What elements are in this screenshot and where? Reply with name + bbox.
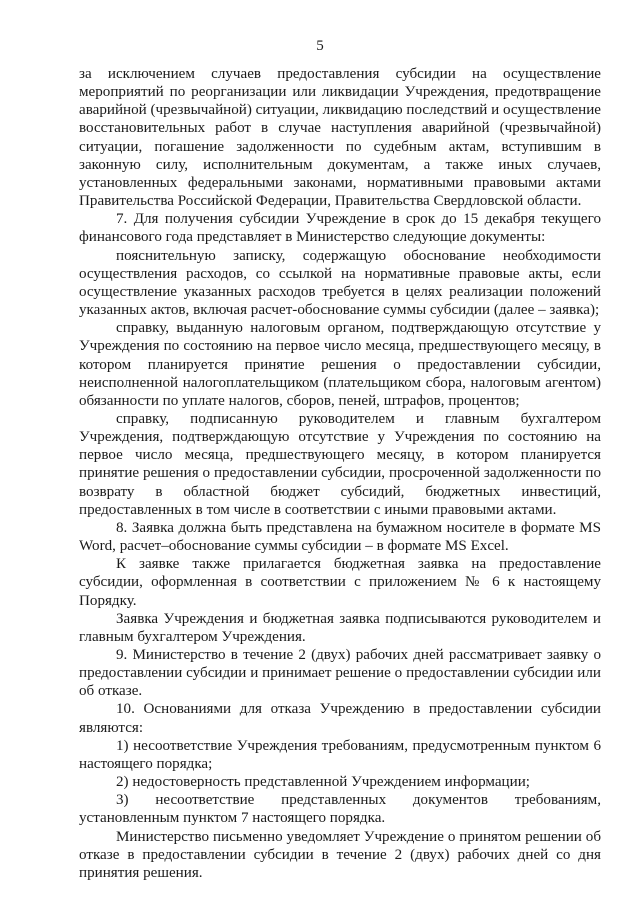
page-number: 5: [316, 38, 324, 54]
paragraph-budget-request: К заявке также прилагается бюджетная заявка на предоставление субсидии, оформленная в соответствии с приложением № 6 к настоящему Порядку.: [79, 556, 601, 609]
paragraph-explanatory-note: пояснительную записку, содержащую обоснование необходимости осуществления расходов, со ссылкой на нормативные правовые акты, если осуществление указанных расходов требуется в целях реализации положений указанных актов, включая расчет-обоснование суммы субсидии (далее – заявка);: [79, 247, 601, 319]
paragraph-item-8: 8. Заявка должна быть представлена на бумажном носителе в формате MS Word, расчет–обоснование суммы субсидии – в формате MS Excel.: [79, 519, 601, 555]
list-item-1: 1) несоответствие Учреждения требованиям, предусмотренным пунктом 6 настоящего порядка;: [79, 737, 601, 772]
document-body: [79, 65, 601, 882]
paragraph-tax-certificate: справку, выданную налоговым органом, подтверждающую отсутствие у Учреждения по состоянию на первое число месяца, предшествующего месяцу, в котором планируется принятие решения о предоставлении субсидии, неисполненной налогоплательщиком (плательщиком сбора, налоговым агентом) обязанности по уплате налогов, сборов, пеней, штрафов, процентов;: [79, 320, 601, 409]
paragraph-continuation: за исключением случаев предоставления субсидии на осуществление мероприятий по реорганизации или ликвидации Учреждения, предотвращение аварийной (чрезвычайной) ситуации, ликвидацию последствий и осуществление восстановительных работ в случае наступления аварийной (чрезвычайной) ситуации, погашение задолженности по судебным актам, вступившим в законную силу, исполнительным документам, а также иных случаев, установленных федеральными законами, нормативными правовыми актами Правительства Российской Федерации, Правительства Свердловской области.: [79, 66, 601, 210]
list-item-2: 2) недостоверность представленной Учреждением информации;: [116, 774, 530, 791]
paragraph-item-7: 7. Для получения субсидии Учреждение в срок до 15 декабря текущего финансового года представляет в Министерство следующие документы:: [79, 211, 601, 246]
paragraph-debt-certificate: справку, подписанную руководителем и главным бухгалтером Учреждения, подтверждающую отсутствие у Учреждения по состоянию на первое число месяца, предшествующего месяцу, в котором планируется принятие решения о предоставлении субсидии, просроченной задолженности по возврату в областной бюджет субсидий, бюджетных инвестиций, предоставленных в том числе в соответствии с иными правовыми актами.: [79, 410, 601, 518]
paragraph-item-10: 10. Основаниями для отказа Учреждению в предоставлении субсидии являются:: [79, 701, 601, 736]
paragraph-signatures: Заявка Учреждения и бюджетная заявка подписываются руководителем и главным бухгалтером Учреждения.: [79, 610, 601, 645]
paragraph-item-9: 9. Министерство в течение 2 (двух) рабочих дней рассматривает заявку о предоставлении субсидии и принимает решение о предоставлении субсидии или об отказе.: [79, 647, 601, 700]
paragraph-refusal-notice: Министерство письменно уведомляет Учреждение о принятом решении об отказе в предоставлении субсидии в течение 2 (двух) рабочих дней со дня принятия решения.: [79, 828, 601, 881]
list-item-3: 3) несоответствие представленных документов требованиям, установленным пунктом 7 настоящего порядка.: [79, 792, 601, 827]
